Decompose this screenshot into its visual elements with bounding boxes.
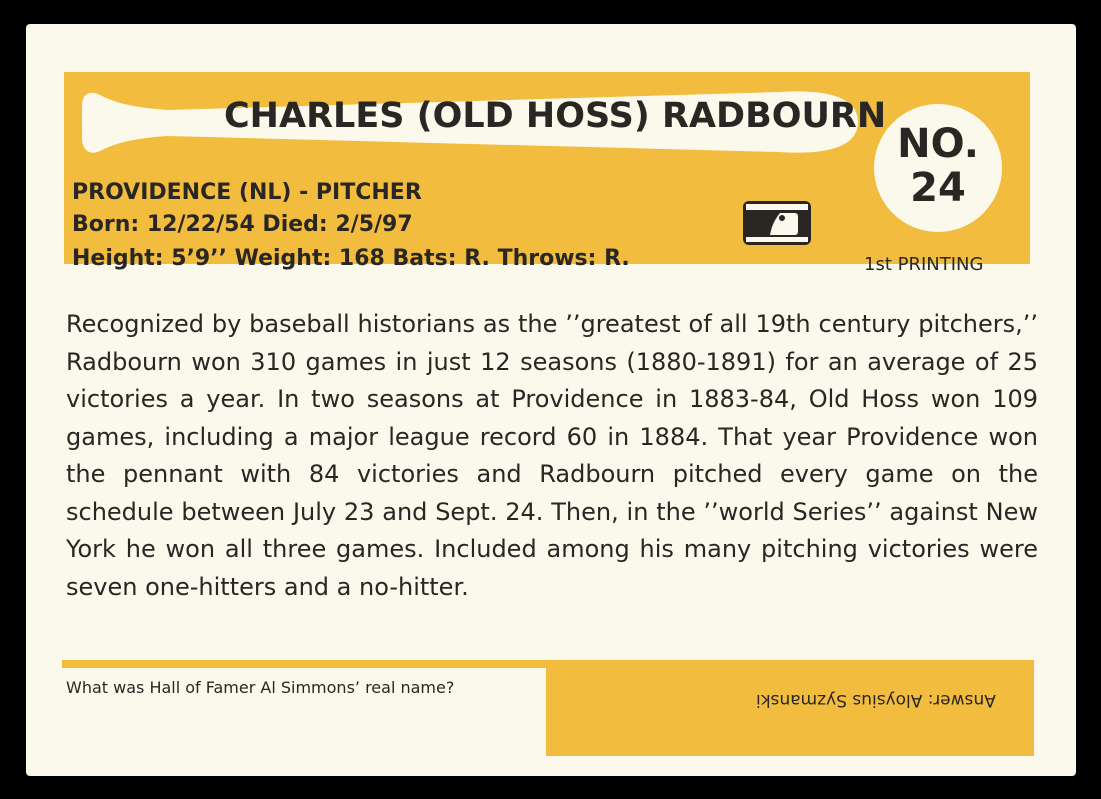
height-weight: Height: 5’9’’ Weight: 168 Bats: R. Throws: R. bbox=[72, 246, 630, 271]
mlb-logo-icon bbox=[742, 200, 812, 246]
trivia-question: What was Hall of Famer Al Simmons’ real name? bbox=[66, 678, 455, 697]
bio-text: Recognized by baseball historians as the ’’greatest of all 19th century pitchers,’’ Radbourn won 310 games in just 12 seasons (1880-1891) for an average of 25 victories a year. In two seasons at Providence in 1883-84, Old Hoss won 109 games, including a major league record 60 in 1884. That year Providence won the pennant with 84 victories and Radbourn pitched every game on the schedule between July 23 and Sept. 24. Then, in the ’’world Series’’ against New York he won all three games. Included among his many pitching victories were seven one-hitters and a no-hitter. bbox=[66, 310, 1038, 601]
player-name: CHARLES (OLD HOSS) RADBOURN bbox=[224, 96, 887, 136]
card-number-prefix: NO. bbox=[897, 121, 979, 167]
team-position: PROVIDENCE (NL) - PITCHER bbox=[72, 180, 422, 205]
card-number-badge bbox=[874, 104, 1002, 232]
card-header bbox=[64, 72, 1030, 275]
printing-label: 1st PRINTING bbox=[864, 254, 984, 275]
born-died: Born: 12/22/54 Died: 2/5/97 bbox=[72, 212, 413, 237]
baseball-card-back bbox=[26, 24, 1076, 776]
trivia-answer: Answer: Aloysius Syzmanski bbox=[756, 690, 996, 710]
card-number: 24 bbox=[910, 165, 966, 211]
trivia-answer-panel bbox=[546, 660, 1034, 756]
